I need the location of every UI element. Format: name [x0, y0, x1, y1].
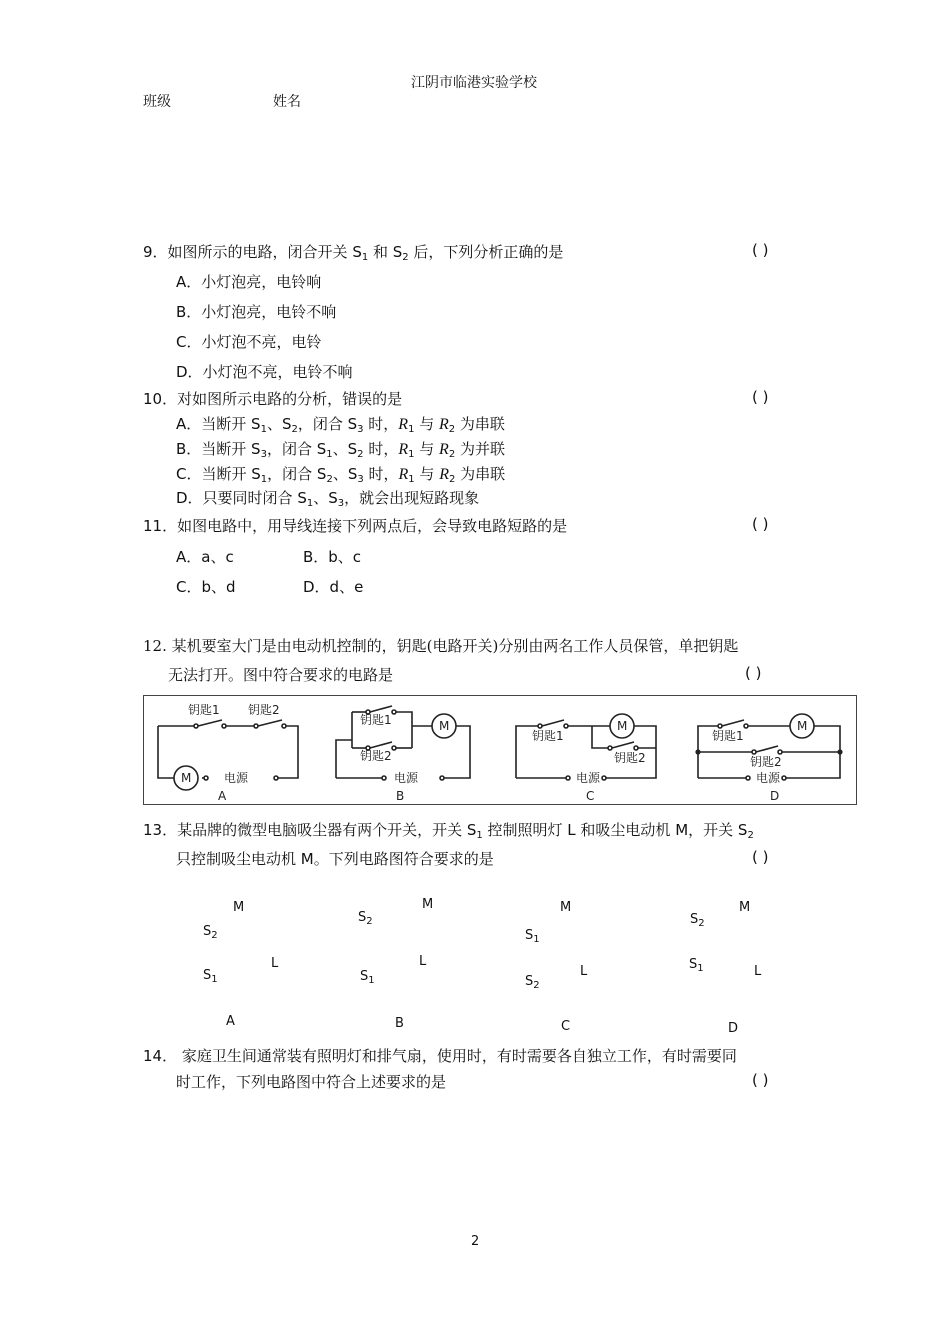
q13-b-s1: $S_1$: [360, 969, 375, 986]
q13-c-l: L: [580, 964, 588, 979]
page-number: 2: [471, 1234, 480, 1249]
b-motor-label: M: [439, 719, 450, 733]
q12-answer-blank: ( ): [745, 664, 762, 682]
q13-b-l: L: [419, 954, 427, 969]
q10-option-b: B．当断开 $S_3$，闭合 $S_1$、$S_2$ 时，$R_1$ 与 $R_2$ 为并联: [176, 440, 505, 460]
q9-option-a: A．小灯泡亮，电铃响: [176, 273, 322, 291]
q14-stem-line1: 14． 家庭卫生间通常装有照明灯和排气扇，使用时，有时需要各自独立工作，有时需要同: [143, 1047, 737, 1065]
q11-option-c: C．b、d: [176, 578, 236, 596]
q10-option-d: D．只要同时闭合 $S_1$、$S_3$，就会出现短路现象: [176, 489, 480, 509]
q10-option-c: C．当断开 $S_1$，闭合 $S_2$、$S_3$ 时，$R_1$ 与 $R_2$ 为串联: [176, 465, 506, 485]
a-motor-label: M: [181, 771, 192, 785]
q10-stem: 10．对如图所示电路的分析，错误的是: [143, 390, 403, 408]
d-key1-label: 钥匙1: [712, 729, 744, 743]
a-power-label: 电源: [224, 771, 249, 785]
d-key2-label: 钥匙2: [750, 755, 782, 769]
q10-option-a: A．当断开 $S_1$、$S_2$，闭合 $S_3$ 时，$R_1$ 与 $R_2$ 为串联: [176, 415, 505, 435]
q13-stem-line1: 13．某品牌的微型电脑吸尘器有两个开关，开关 $S_1$ 控制照明灯 L 和吸尘电动机 M，开关 $S_2$: [143, 821, 754, 841]
c-power-label: 电源: [576, 771, 601, 785]
a-key1-label: 钥匙1: [188, 703, 220, 717]
school-name: 江阴市临港实验学校: [411, 75, 537, 91]
q13-c-s2: $S_2$: [525, 974, 540, 991]
q13-b-s2: $S_2$: [358, 910, 373, 927]
q13-a-letter: A: [226, 1014, 235, 1029]
q9-option-c: C．小灯泡不亮，电铃: [176, 333, 322, 351]
q9-option-d: D．小灯泡不亮，电铃不响: [176, 363, 353, 381]
q14-stem-line2: 时工作，下列电路图中符合上述要求的是: [176, 1073, 447, 1091]
b-letter: B: [396, 789, 405, 803]
q13-c-m: M: [560, 900, 572, 915]
q13-c-letter: C: [561, 1019, 571, 1034]
d-letter: D: [770, 789, 780, 803]
c-motor-label: M: [617, 719, 628, 733]
q13-a-s1: $S_1$: [203, 968, 218, 985]
q13-a-m: M: [233, 900, 245, 915]
q13-b-m: M: [422, 897, 434, 912]
q13-c-s1: $S_1$: [525, 928, 540, 945]
q13-d-s1: $S_1$: [689, 957, 704, 974]
d-power-label: 电源: [756, 771, 781, 785]
q12-circuit-svg: [144, 696, 856, 804]
q9-option-b: B．小灯泡亮，电铃不响: [176, 303, 337, 321]
b-key2-label: 钥匙2: [360, 749, 392, 763]
q12-stem-line2: 无法打开。图中符合要求的电路是: [168, 666, 394, 684]
c-key2-label: 钥匙2: [614, 751, 646, 765]
q12-circuit-figure: [143, 695, 857, 805]
a-letter: A: [218, 789, 227, 803]
q13-a-l: L: [271, 956, 279, 971]
name-label: 姓名: [273, 94, 301, 110]
circuit-b: [336, 706, 470, 780]
b-power-label: 电源: [394, 771, 419, 785]
q13-d-m: M: [739, 900, 751, 915]
a-key2-label: 钥匙2: [248, 703, 280, 717]
c-letter: C: [586, 789, 595, 803]
q14-answer-blank: ( ): [752, 1071, 769, 1089]
c-key1-label: 钥匙1: [532, 729, 564, 743]
q12-stem-line1: 12. 某机要室大门是由电动机控制的，钥匙(电路开关)分别由两名工作人员保管，单把钥匙: [143, 637, 739, 655]
q11-option-a: A．a、c: [176, 548, 234, 566]
q13-d-l: L: [754, 964, 762, 979]
q13-d-s2: $S_2$: [690, 912, 705, 929]
q13-d-letter: D: [728, 1021, 739, 1036]
q13-stem-line2: 只控制吸尘电动机 M。下列电路图符合要求的是: [176, 850, 494, 868]
q13-answer-blank: ( ): [752, 848, 769, 866]
class-label: 班级: [143, 94, 171, 110]
d-motor-label: M: [797, 719, 808, 733]
q11-stem: 11．如图电路中，用导线连接下列两点后，会导致电路短路的是: [143, 517, 568, 535]
q9-stem: 9．如图所示的电路，闭合开关 $S_1$ 和 $S_2$ 后，下列分析正确的是: [143, 243, 564, 263]
q9-answer-blank: ( ): [752, 241, 769, 259]
q13-a-s2: $S_2$: [203, 924, 218, 941]
q13-b-letter: B: [395, 1016, 404, 1031]
q10-answer-blank: ( ): [752, 388, 769, 406]
b-key1-label: 钥匙1: [360, 713, 392, 727]
q11-option-d: D．d、e: [303, 578, 364, 596]
q11-answer-blank: ( ): [752, 515, 769, 533]
q11-option-b: B．b、c: [303, 548, 362, 566]
